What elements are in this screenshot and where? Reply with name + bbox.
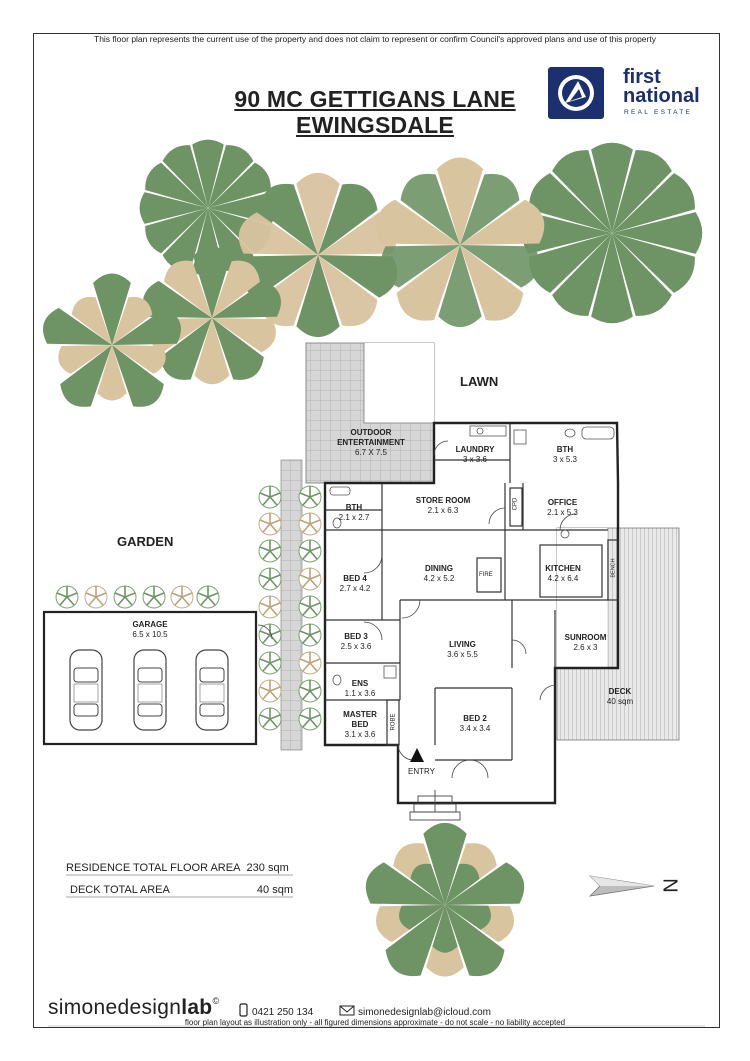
shrub-icon: [143, 586, 165, 608]
room-bed-4: BED 4 2.7 x 4.2: [339, 574, 371, 593]
shrub-icon: [259, 568, 281, 590]
logo-word-first: first: [623, 66, 661, 88]
shrub-icon: [259, 680, 281, 702]
room-deck: DECK 40 sqm: [606, 687, 634, 706]
compass-north-label: N: [658, 878, 681, 893]
room-office: OFFICE 2.1 x 5.3: [547, 498, 578, 517]
address-title: 90 MC GETTIGANS LANE: [234, 86, 516, 112]
shrub-icon: [259, 708, 281, 730]
room-living: LIVING 3.6 x 5.5: [447, 640, 478, 659]
room-outdoor-entertainment: OUTDOOR ENTERTAINMENT 6.7 X 7.5: [337, 428, 405, 457]
car-icon: [70, 650, 102, 730]
residence-area: RESIDENCE TOTAL FLOOR AREA 230 sqm: [66, 862, 289, 874]
entry-label: ENTRY: [408, 767, 435, 776]
room-garage: GARAGE 6.5 x 10.5: [132, 620, 168, 639]
logo-word-national: national: [623, 85, 700, 107]
shrub-icon: [56, 586, 78, 608]
shrub-icon: [299, 652, 321, 674]
shrub-icon: [299, 568, 321, 590]
shrub-icon: [197, 586, 219, 608]
disclaimer-text: This floor plan represents the current use of the property and does not claim to represent or confirm Council's approved plans and use of this property: [94, 34, 656, 44]
footer-disclaimer: floor plan layout as illustration only - all figured dimensions approximate - do not scale - no liability accepted: [184, 1018, 566, 1027]
shrub-icon: [259, 624, 281, 646]
room-store-room: STORE ROOM 2.1 x 6.3: [415, 496, 471, 515]
shrub-icon: [259, 513, 281, 535]
bench-label: BENCH: [610, 558, 617, 578]
fire-label: FIRE: [479, 572, 493, 578]
shrub-icon: [114, 586, 136, 608]
designer-phone: 0421 250 134: [252, 1007, 314, 1018]
paving-cutout: [364, 343, 434, 423]
shrub-icon: [259, 486, 281, 508]
tree-canopy-group-bottom: [360, 823, 530, 984]
garden-label: GARDEN: [117, 534, 174, 549]
entry-steps: [410, 790, 460, 820]
room-bathroom-small: BTH 2.1 x 2.7: [338, 503, 370, 522]
shrub-icon: [299, 680, 321, 702]
room-bed-2: BED 2 3.4 x 3.4: [459, 714, 491, 733]
lawn-label: LAWN: [460, 374, 499, 389]
designer-email: simonedesignlab@icloud.com: [358, 1007, 491, 1018]
compass-arrow-icon: [590, 876, 654, 896]
mail-icon: [340, 1006, 354, 1015]
room-kitchen: KITCHEN 4.2 x 6.4: [545, 564, 581, 583]
phone-icon: [240, 1004, 247, 1016]
deck-area-total: DECK TOTAL AREA 40 sqm: [70, 884, 293, 896]
logo-word-real-estate: REAL ESTATE: [624, 109, 693, 116]
shrub-icon: [299, 708, 321, 730]
entry-arrow-icon: [410, 748, 424, 762]
shrub-icon: [85, 586, 107, 608]
room-bed-3: BED 3 2.5 x 3.6: [340, 632, 372, 651]
designer-brand: simonedesignlab©: [48, 996, 220, 1019]
robe-label: ROBE: [390, 713, 397, 731]
shrub-icon: [259, 540, 281, 562]
suburb-title: EWINGSDALE: [296, 112, 454, 138]
shrub-icon: [299, 596, 321, 618]
shrub-icon: [299, 540, 321, 562]
room-master-bed: MASTER BED 3.1 x 3.6: [343, 710, 377, 739]
car-icon: [134, 650, 166, 730]
room-dining: DINING 4.2 x 5.2: [423, 564, 455, 583]
shrub-icon: [299, 624, 321, 646]
room-ensuite: ENS 1.1 x 3.6: [344, 679, 376, 698]
shrub-icon: [259, 596, 281, 618]
room-bathroom-main: BTH 3 x 5.3: [552, 445, 577, 464]
shrub-icon: [259, 652, 281, 674]
car-icon: [196, 650, 228, 730]
shrub-icon: [299, 486, 321, 508]
room-sunroom: SUNROOM 2.6 x 3: [564, 633, 607, 652]
shrub-icon: [171, 586, 193, 608]
tree-canopy-large-icon: [522, 143, 703, 324]
cpd-label: CPD: [512, 497, 519, 511]
room-laundry: LAUNDRY 3 x 3.6: [455, 445, 495, 464]
shrub-hedge-horizontal: [56, 586, 219, 608]
shrub-icon: [299, 513, 321, 535]
